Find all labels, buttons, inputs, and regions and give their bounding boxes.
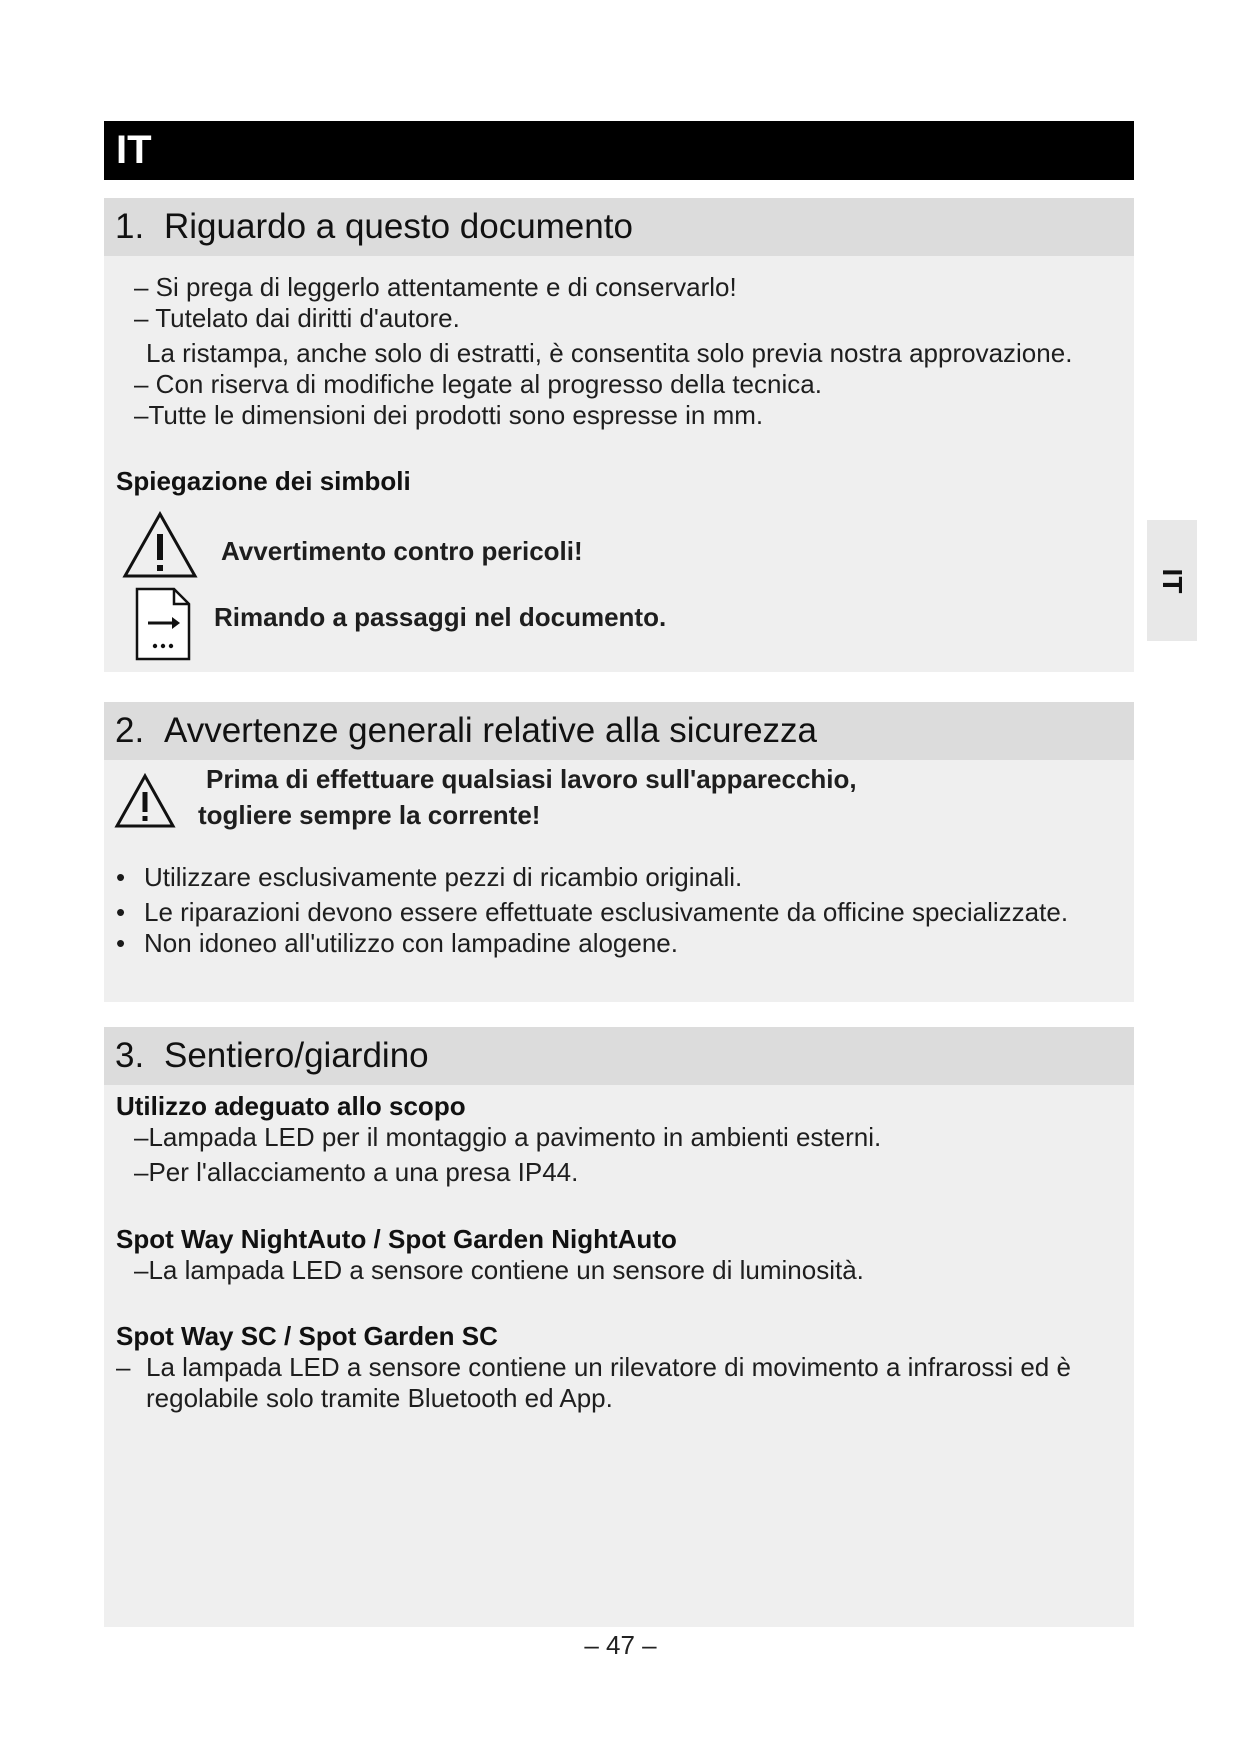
bullet-dot: •	[116, 862, 126, 892]
doc-line-5: –Tutte le dimensioni dei prodotti sono espresse in mm.	[134, 400, 764, 430]
intended-use-line-1: –Lampada LED per il montaggio a pavimento in ambienti esterni.	[134, 1122, 882, 1152]
section-3-heading	[104, 1027, 1134, 1085]
side-tab-label: IT	[1157, 568, 1188, 593]
section-2-title: Avvertenze generali relative alla sicurezza	[164, 711, 818, 750]
section-1-number: 1.	[115, 207, 145, 246]
section-path-garden	[104, 1027, 1134, 1627]
section-1-title: Riguardo a questo documento	[164, 207, 633, 246]
doc-line-2: – Tutelato dai diritti d'autore.	[134, 303, 460, 333]
section-3-number: 3.	[115, 1036, 145, 1075]
section-3-title: Sentiero/giardino	[164, 1036, 429, 1075]
sc-heading: Spot Way SC / Spot Garden SC	[116, 1321, 498, 1351]
symbols-heading: Spiegazione dei simboli	[116, 466, 411, 496]
warning-triangle-icon	[114, 772, 176, 830]
language-code: IT	[116, 128, 152, 172]
doc-line-1: – Si prega di leggerlo attentamente e di conservarlo!	[134, 272, 737, 302]
section-safety-warnings	[104, 702, 1134, 1002]
bullet-dot: •	[116, 928, 126, 958]
bullet-dot: •	[116, 897, 126, 927]
safety-warning-line-1: Prima di effettuare qualsiasi lavoro sull'apparecchio,	[206, 764, 857, 794]
section-about-document	[104, 198, 1134, 672]
nightauto-line: –La lampada LED a sensore contiene un sensore di luminosità.	[134, 1255, 864, 1285]
side-language-tab	[1147, 520, 1197, 641]
doc-line-3: La ristampa, anche solo di estratti, è consentita solo previa nostra approvazione.	[146, 338, 1073, 368]
safety-bullet-1: Utilizzare esclusivamente pezzi di ricambio originali.	[144, 862, 743, 892]
sc-dash: –	[116, 1352, 131, 1382]
language-header-bar	[104, 121, 1134, 180]
warning-triangle-icon	[122, 510, 198, 580]
sc-line-1: La lampada LED a sensore contiene un rilevatore di movimento a infrarossi ed è	[146, 1352, 1071, 1382]
section-2-heading	[104, 702, 1134, 760]
section-2-number: 2.	[115, 711, 145, 750]
nightauto-heading: Spot Way NightAuto / Spot Garden NightAuto	[116, 1224, 677, 1254]
sc-line-2: regolabile solo tramite Bluetooth ed App.	[146, 1383, 613, 1413]
doc-line-4: – Con riserva di modifiche legate al progresso della tecnica.	[134, 369, 822, 399]
symbol-reference-text: Rimando a passaggi nel documento.	[214, 602, 667, 632]
symbol-warning-text: Avvertimento contro pericoli!	[221, 536, 583, 566]
document-reference-icon	[134, 586, 192, 662]
safety-warning-line-2: togliere sempre la corrente!	[198, 800, 541, 830]
intended-use-line-2: –Per l'allacciamento a una presa IP44.	[134, 1157, 579, 1187]
safety-bullet-3: Non idoneo all'utilizzo con lampadine alogene.	[144, 928, 678, 958]
safety-bullet-2: Le riparazioni devono essere effettuate esclusivamente da officine specializzate.	[144, 897, 1069, 927]
section-1-heading	[104, 198, 1134, 256]
intended-use-heading: Utilizzo adeguato allo scopo	[116, 1091, 466, 1121]
page-number: – 47 –	[584, 1630, 657, 1660]
